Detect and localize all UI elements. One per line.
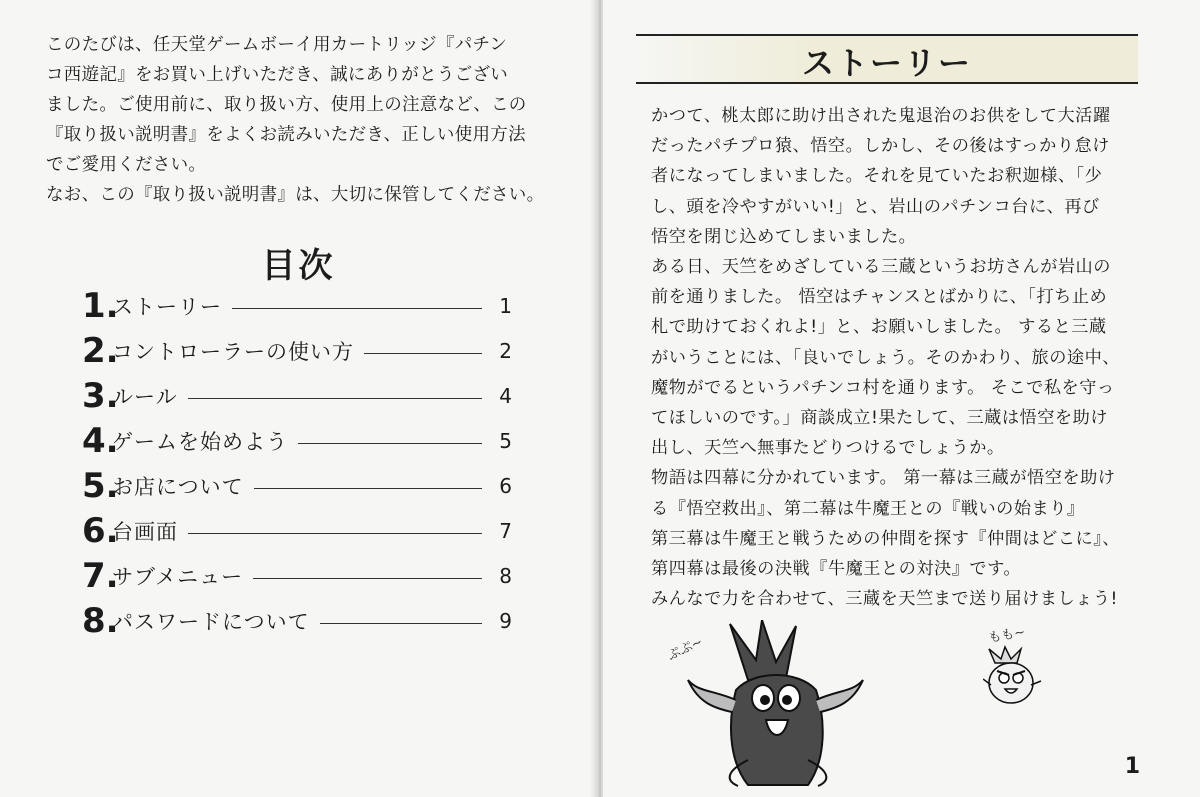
toc-entry[interactable] bbox=[82, 283, 512, 328]
toc-label: ゲームを始めよう bbox=[112, 429, 288, 454]
toc-number: 5. bbox=[82, 465, 119, 506]
toc-entry[interactable] bbox=[82, 553, 512, 598]
toc-leader-line bbox=[188, 533, 482, 534]
story-line: だったパチプロ猿、悟空。しかし、その後はすっかり怠け bbox=[651, 136, 1110, 157]
intro-line: 『取り扱い説明書』をよくお読みいただき、正しい使用方法 bbox=[46, 125, 526, 145]
toc-leader-line bbox=[232, 308, 482, 309]
story-line: 第四幕は最後の決戦『牛魔王との対決』です。 bbox=[651, 559, 1022, 580]
story-line: かつて、桃太郎に助け出された鬼退治のお供をして大活躍 bbox=[651, 106, 1111, 126]
toc-page: 5 bbox=[499, 428, 512, 453]
toc-number: 6. bbox=[82, 510, 119, 551]
story-line: 者になってしまいました。それを見ていたお釈迦様、「少 bbox=[651, 166, 1103, 187]
toc-page: 9 bbox=[499, 608, 512, 633]
toc-number: 4. bbox=[82, 420, 119, 461]
story-title: ストーリー bbox=[801, 44, 972, 82]
intro-line: コ西遊記』をお買い上げいただき、誠にありがとうござい bbox=[46, 65, 509, 85]
toc-leader-line bbox=[254, 488, 482, 489]
toc-page: 4 bbox=[499, 383, 512, 408]
toc-leader-line bbox=[253, 578, 482, 579]
toc-entry[interactable] bbox=[82, 508, 512, 553]
toc-number: 2. bbox=[82, 330, 119, 371]
story-line: 前を通りました。 悟空はチャンスとばかりに、「打ち止め bbox=[651, 287, 1108, 308]
toc-number: 8. bbox=[82, 600, 119, 641]
toc-label: ルール bbox=[112, 384, 178, 409]
character-illustration bbox=[658, 620, 1118, 790]
story-line: 第三幕は牛魔王と戦うための仲間を探す『仲間はどこに』、 bbox=[651, 528, 1120, 549]
story-line: みんなで力を合わせて、三蔵を天竺まで送り届けましょう! bbox=[651, 589, 1118, 610]
toc-leader-line bbox=[298, 443, 482, 444]
toc-page: 8 bbox=[499, 563, 512, 588]
page-number: 1 bbox=[1124, 754, 1140, 779]
intro-line: このたびは、任天堂ゲームボーイ用カートリッジ『パチン bbox=[46, 35, 508, 55]
toc-label: ストーリー bbox=[112, 294, 222, 319]
story-line: 出し、天竺へ無事たどりつけるでしょうか。 bbox=[651, 438, 1005, 459]
toc-entry[interactable] bbox=[82, 328, 512, 373]
toc-entry[interactable] bbox=[82, 418, 512, 463]
toc-leader-line bbox=[320, 623, 482, 624]
sound-effect-right: もも~ bbox=[987, 624, 1027, 647]
story-line: てほしいのです。」商談成立!果たして、三蔵は悟空を助け bbox=[651, 408, 1108, 429]
toc-title: 目次 bbox=[261, 246, 336, 286]
toc-number: 7. bbox=[82, 555, 119, 596]
toc-label: サブメニュー bbox=[112, 564, 244, 589]
story-line: がいうことには、「良いでしょう。そのかわり、旅の途中、 bbox=[651, 347, 1120, 368]
toc-number: 1. bbox=[82, 285, 119, 326]
sound-effect-left: ぷぷ~ bbox=[665, 634, 706, 664]
story-text bbox=[651, 101, 1151, 614]
story-line: 物語は四幕に分かれています。 第一幕は三蔵が悟空を助け bbox=[651, 468, 1116, 489]
table-of-contents bbox=[82, 283, 512, 643]
left-page bbox=[0, 0, 597, 797]
toc-label: お店について bbox=[112, 474, 244, 499]
intro-line: なお、この『取り扱い説明書』は、大切に保管してください。 bbox=[46, 185, 545, 205]
story-line: 札で助けておくれよ!」と、お願いしました。 すると三蔵 bbox=[651, 317, 1107, 338]
toc-label: 台画面 bbox=[112, 519, 178, 544]
story-line: ある日、天竺をめざしている三蔵というお坊さんが岩山の bbox=[651, 257, 1111, 278]
toc-page: 6 bbox=[499, 473, 512, 498]
story-line: し、頭を冷やすがいい!」と、岩山のパチンコ台に、再び bbox=[651, 196, 1100, 217]
demon-character-icon bbox=[658, 620, 1118, 790]
toc-entry[interactable] bbox=[82, 373, 512, 418]
right-page bbox=[603, 0, 1200, 797]
intro-line: ました。ご使用前に、取り扱い方、使用上の注意など、この bbox=[46, 95, 527, 115]
toc-leader-line bbox=[364, 353, 482, 354]
toc-entry[interactable] bbox=[82, 463, 512, 508]
toc-number: 3. bbox=[82, 375, 119, 416]
toc-page: 1 bbox=[499, 293, 512, 318]
toc-leader-line bbox=[188, 398, 482, 399]
story-header-band bbox=[636, 34, 1138, 84]
intro-line: でご愛用ください。 bbox=[46, 155, 207, 175]
story-line: 魔物がでるというパチンコ村を通ります。 そこで私を守っ bbox=[651, 377, 1115, 398]
story-line: る『悟空救出』、第二幕は牛魔王との『戦いの始まり』 bbox=[651, 498, 1085, 519]
story-line: 悟空を閉じ込めてしまいました。 bbox=[651, 226, 917, 247]
intro-text bbox=[46, 30, 566, 210]
toc-label: パスワードについて bbox=[112, 609, 310, 634]
toc-page: 2 bbox=[499, 338, 512, 363]
toc-page: 7 bbox=[499, 518, 512, 543]
toc-label: コントローラーの使い方 bbox=[112, 339, 354, 364]
toc-entry[interactable] bbox=[82, 598, 512, 643]
small-bird-character-icon bbox=[983, 645, 1043, 715]
